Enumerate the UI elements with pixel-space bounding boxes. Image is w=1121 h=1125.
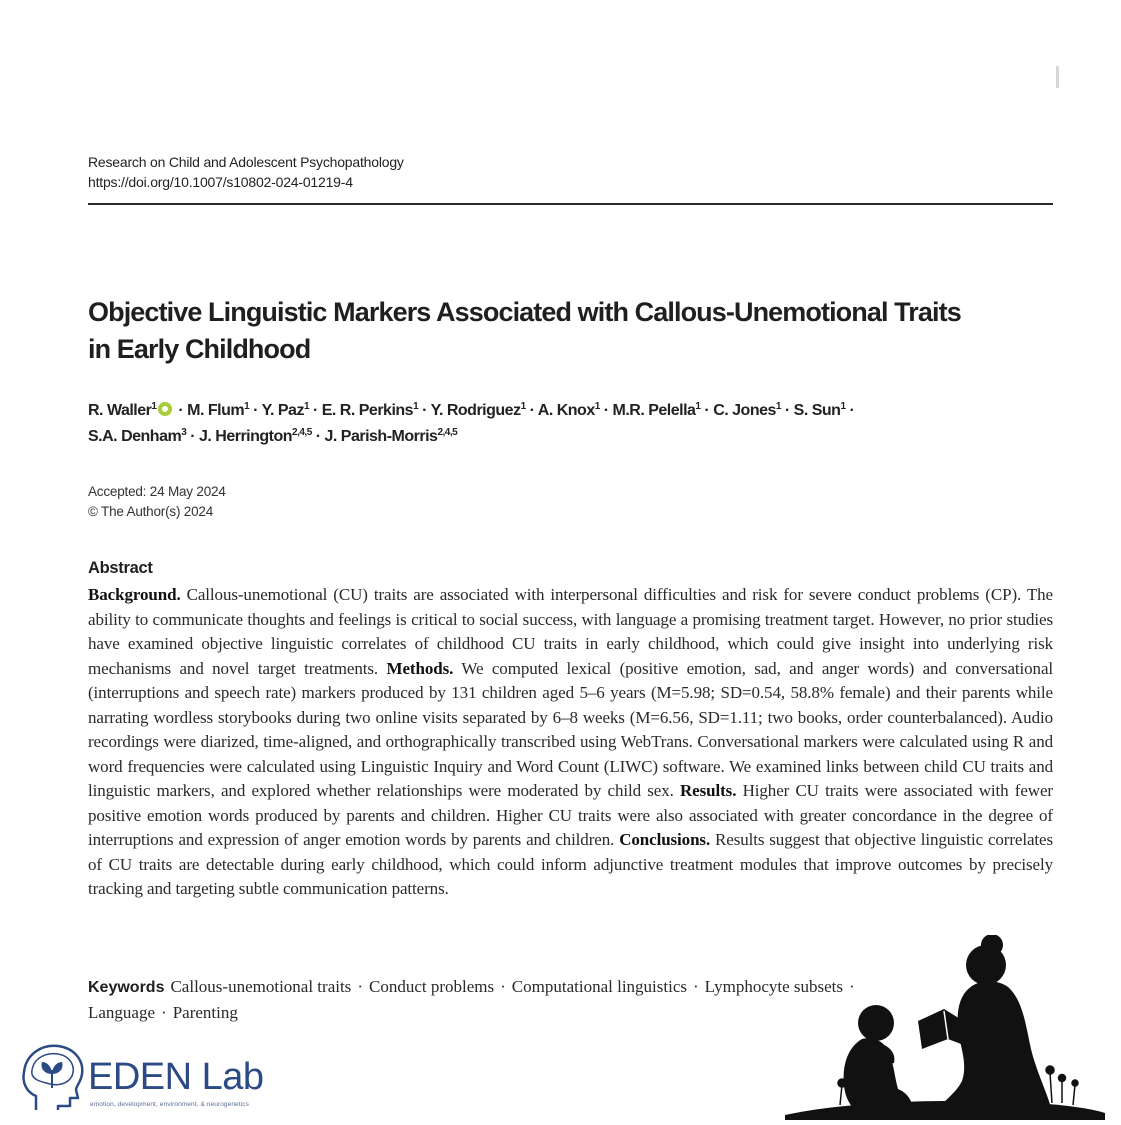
author-separator: · — [309, 402, 322, 419]
author-separator: · — [249, 402, 262, 419]
abstract-label-conclusions: Conclusions. — [619, 830, 711, 849]
abstract-text-results: Higher CU traits were associated with fewer positive emotion words produced by parents and children. Higher CU traits were also associated with greater concordance in the degree of interruptions and expression of anger emotion words by parents and children. — [88, 781, 1053, 849]
abstract-label-methods: Methods. — [386, 658, 454, 678]
keyword-item: Language — [88, 1002, 156, 1022]
author-separator: · — [780, 402, 794, 419]
author-name[interactable]: C. Jones — [713, 402, 776, 419]
brain-leaf-icon — [18, 1040, 88, 1112]
author-affiliation: 1 — [840, 401, 846, 412]
author-affiliation: 1 — [244, 401, 250, 412]
abstract-text-background: Callous-unemotional (CU) traits are associated with interpersonal difficulties and risk for severe conduct problems (CP). The ability to communicate thoughts and feelings is critical to social success, with language a promising treatment target. However, no prior studies have examined objective linguistic correlates of childhood CU traits in early childhood, which could give insight into underlying risk mechanisms and novel target treatments. — [88, 585, 1053, 678]
author-name[interactable]: M.R. Pelella — [612, 402, 696, 419]
author-affiliation: 3 — [181, 427, 187, 438]
author-name[interactable]: M. Flum — [187, 402, 245, 419]
author-affiliation: 2,4,5 — [292, 427, 312, 438]
page-edge-mark — [1056, 66, 1059, 88]
author-separator: · — [311, 428, 325, 445]
mother-reading-to-child-silhouette-icon — [780, 935, 1110, 1120]
author-separator: · — [525, 402, 538, 419]
author-name[interactable]: A. Knox — [537, 402, 595, 419]
author-name[interactable]: J. Herrington — [198, 428, 293, 445]
orcid-icon[interactable] — [158, 402, 172, 416]
journal-name: Research on Child and Adolescent Psychopathology — [88, 154, 404, 170]
author-affiliation: 1 — [695, 401, 701, 412]
author-list — [88, 398, 1038, 450]
keywords: Keywords Callous-unemotional traits · Conduct problems · Computational linguistics · Lymphocyte subsets · Language · Parenting — [88, 977, 855, 1022]
abstract-label-background: Background. — [88, 585, 181, 604]
author-affiliation: 1 — [594, 401, 600, 412]
author-separator: · — [845, 402, 855, 419]
author-separator: · — [186, 428, 199, 445]
author-name[interactable]: E. R. Perkins — [321, 402, 414, 419]
author-affiliation: 1 — [775, 401, 781, 412]
author-name[interactable]: S.A. Denham — [88, 428, 182, 445]
keywords-label: Keywords — [88, 979, 165, 996]
author-separator: · — [174, 402, 188, 419]
paper-title: Objective Linguistic Markers Associated with Callous-Unemotional Traits in Early Childhood — [88, 297, 961, 364]
abstract-heading: Abstract — [88, 559, 153, 577]
author-affiliation: 1 — [151, 401, 157, 412]
abstract-text-conclusions: Results suggest that objective linguistic correlates of CU traits are detectable during early childhood, which could inform adjunctive treatment modules that improve outcomes by precisely tracking and targeting subtle communication patterns. — [88, 830, 1054, 898]
accepted-date: Accepted: 24 May 2024 — [88, 484, 226, 499]
author-name[interactable]: Y. Rodriguez — [430, 402, 521, 419]
journal-header — [88, 152, 404, 192]
publication-dates — [88, 482, 226, 522]
author-affiliation: 2,4,5 — [437, 427, 458, 438]
author-name[interactable]: S. Sun — [793, 402, 841, 419]
author-separator: · — [418, 402, 431, 419]
author-separator: · — [599, 402, 613, 419]
keyword-item: Computational linguistics — [511, 977, 687, 996]
author-affiliation: 1 — [520, 401, 526, 412]
keyword-item: Lymphocyte subsets — [704, 977, 844, 996]
author-separator: · — [700, 402, 714, 419]
copyright-notice: © The Author(s) 2024 — [88, 504, 214, 519]
logo-name: EDEN Lab — [88, 1056, 264, 1098]
header-rule — [88, 203, 1053, 205]
keyword-item: Callous-unemotional traits — [170, 977, 352, 996]
author-name[interactable]: Y. Paz — [261, 402, 304, 419]
keyword-item: Conduct problems — [368, 977, 495, 996]
abstract-body — [88, 583, 1053, 902]
logo-tagline: emotion, development, environment, & neurogenetics — [90, 1101, 249, 1108]
author-affiliation: 1 — [303, 401, 310, 412]
abstract-label-results: Results. — [680, 781, 737, 800]
author-name[interactable]: R. Waller — [88, 402, 152, 419]
eden-lab-logo — [18, 1040, 308, 1120]
abstract-text-methods: We computed lexical (positive emotion, sad, and anger words) and conversational (interruptions and speech rate) markers produced by 131 children aged 5–6 years (M=5.98; SD=0.54, 58.8% female) and their parents while narrating wordless storybooks during two online visits separated by 6–8 weeks (M=6.56, SD=1.11; two books, order counterbalanced). Audio recordings were diarized, time-aligned, and orthographically transcribed using WebTrans. Conversational markers were calculated using R and word frequencies were calculated using Linguistic Inquiry and Word Count (LIWC) software. We examined links between child CU traits and linguistic markers, and explored whether relationships were moderated by child sex. — [88, 658, 1054, 800]
author-affiliation: 1 — [413, 401, 419, 412]
author-name[interactable]: J. Parish-Morris — [324, 428, 438, 445]
keyword-item: Parenting — [172, 1002, 238, 1022]
journal-doi[interactable]: https://doi.org/10.1007/s10802-024-01219-4 — [88, 174, 353, 190]
